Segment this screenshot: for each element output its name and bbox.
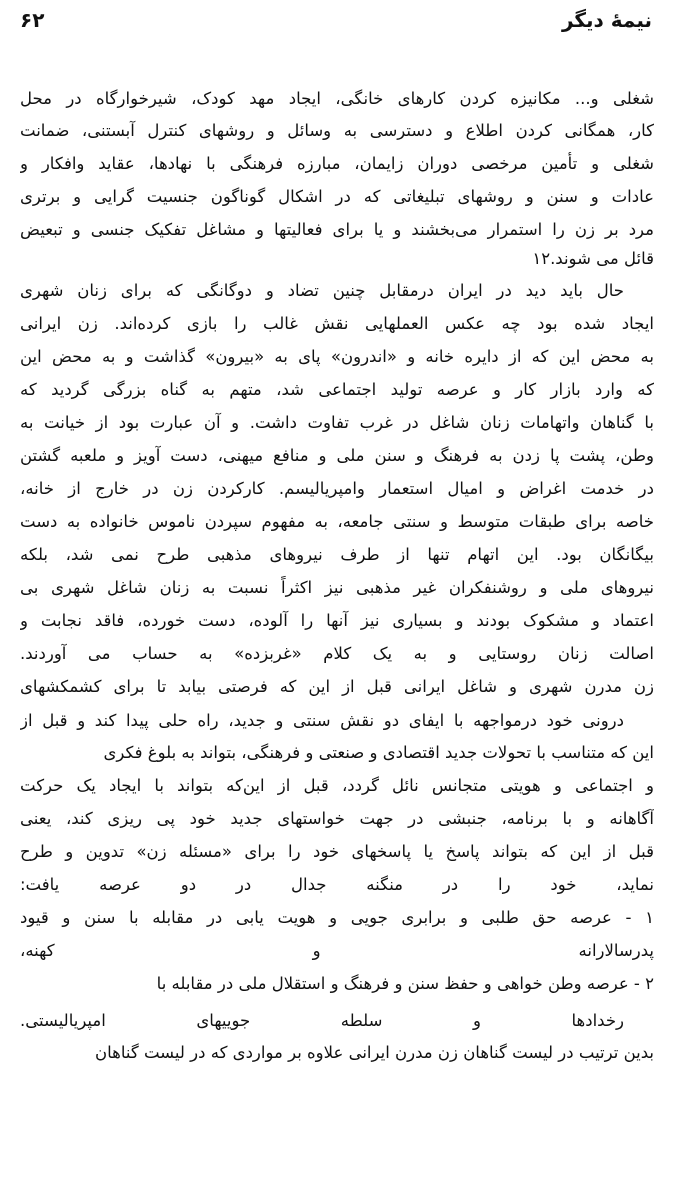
text-line: اعتماد و مشکوک بودند و بسیاری نیز آنها را آلوده، دست خورده، فاقد نجابت و bbox=[20, 611, 654, 630]
text-line: و اجتماعی و هویتی متجانس نائل گردد، قبل از این‌که بتواند با ایجاد یک حرکت bbox=[20, 776, 654, 795]
text-line: ایجاد شده بود چه عکس العملهایی نقش غالب را بازی کرده‌اند. زن ایرانی bbox=[20, 314, 654, 333]
text-line: اصالت زنان روستایی و به یک کلام «غربزده» به حساب می آوردند. bbox=[20, 644, 654, 663]
text-line: این که متناسب با تحولات جدید اقتصادی و صنعتی و فرهنگی، بتواند به بلوغ فکری bbox=[103, 743, 654, 762]
text-line: زن مدرن شهری و شاغل ایرانی قبل از این که فرصتی بیابد تا برای کشمکشهای bbox=[20, 677, 654, 696]
text-line: بیگانگان بود. این اتهام تنها از طرف نیروهای مذهبی طرح نمی شد، بلکه bbox=[20, 545, 654, 564]
text-line: مرد بر زن را استمرار می‌بخشند و یا برای فعالیتها و مشاغل تفکیک جنسی و تبعیض bbox=[20, 220, 654, 239]
text-line: در خدمت اغراض و امیال استعمار وامپریالیسم. کارکردن زن در خارج از خانه، bbox=[20, 479, 654, 498]
text-line: قائل می شوند.۱۲ bbox=[532, 249, 654, 268]
text-line: حال باید دید در ایران درمقابل چنین تضاد و دوگانگی که برای زنان شهری bbox=[20, 281, 624, 300]
text-line: ۱ - عرصه حق طلبی و برابری جویی و هویت یابی در مقابله با سنن و قیود bbox=[20, 908, 654, 927]
page-number: ۶۲ bbox=[20, 8, 45, 32]
text-line: شغلی و تأمین مرخصی دوران زایمان، مبارزه فرهنگی با نهادها، عقاید وافکار و bbox=[20, 154, 654, 173]
running-header-title: نیمهٔ دیگر bbox=[561, 8, 652, 32]
text-line: نیروهای ملی و روشنفکران غیر مذهبی نیز اکثراً نسبت به زنان شاغل شهری بی bbox=[20, 578, 654, 597]
text-line: بدین ترتیب در لیست گناهان زن مدرن ایرانی علاوه بر مواردی که در لیست گناهان bbox=[95, 1043, 654, 1062]
text-line: رخدادها و سلطه جوییهای امپریالیستی. bbox=[20, 1011, 624, 1030]
text-line: که وارد بازار کار و عرصه تولید اجتماعی شد، متهم به گناه بزرگی گردید که bbox=[20, 380, 654, 399]
text-line: خاصه برای طبقات متوسط و سنتی جامعه، به مفهوم سپردن ناموس خانواده به دست bbox=[20, 512, 654, 531]
text-line: وطن، پشت پا زدن به فرهنگ و سنن ملی و منافع میهنی، دست آویز و ملعبه گشتن bbox=[20, 446, 654, 465]
text-line: نماید، خود را در منگنه جدال در دو عرصه یافت: bbox=[20, 875, 654, 894]
text-line: ۲ - عرصه وطن خواهی و حفظ سنن و فرهنگ و استقلال ملی در مقابله با bbox=[156, 974, 654, 993]
text-line: شغلی و... مکانیزه کردن کارهای خانگی، ایجاد مهد کودک، شیرخوارگاه در محل bbox=[20, 89, 654, 108]
text-line: با گناهان واتهامات زنان شاغل در غرب تفاوت داشت. و آن عبارت بود از خیانت به bbox=[20, 413, 654, 432]
text-line: عادات و سنن و روشهای تبلیغاتی که در اشکال گوناگون جنسیت گرایی و برتری bbox=[20, 187, 654, 206]
text-line: درونی خود درمواجهه با ایفای دو نقش سنتی و جدید، راه حلی پیدا کند و قبل از bbox=[20, 711, 624, 730]
text-line: کار، همگانی کردن اطلاع و دسترسی به وسائل و روشهای کنترل آبستنی، ضمانت bbox=[20, 121, 654, 140]
text-line: آگاهانه و با برنامه، جنبشی در جهت خواستهای جدید خود پی ریزی کند، یعنی bbox=[20, 809, 654, 828]
text-line: پدرسالارانه و کهنه، bbox=[20, 941, 654, 960]
text-line: قبل از این که بتواند پاسخ یا پاسخهای خود را برای «مسئله زن» تدوین و طرح bbox=[20, 842, 654, 861]
text-line: به محض این که از دایره خانه و «اندرون» پای به «بیرون» گذاشت و به محض این bbox=[20, 347, 654, 366]
